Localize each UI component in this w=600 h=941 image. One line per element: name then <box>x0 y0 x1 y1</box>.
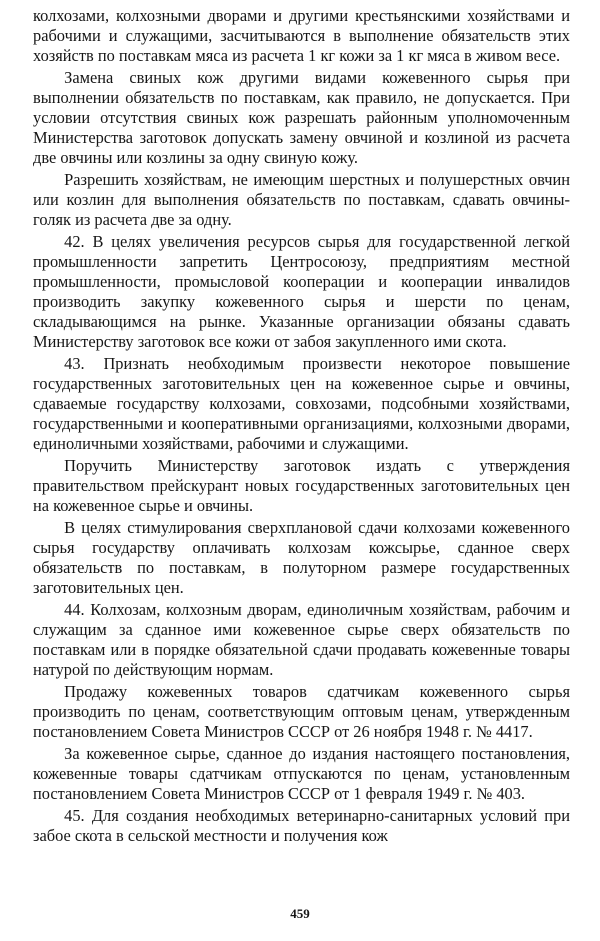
paragraph-sheepskin-permission: Разрешить хозяйствам, не имеющим шерстных и полушерстных овчин или козлин для выполнения обязательств по поставкам, сдавать овчины-голяк из расчета две за одну. <box>33 170 570 229</box>
paragraph-item-44: 44. Колхозам, колхозным дворам, единоличным хозяйствам, рабочим и служащим за сданное ими кожевенное сырье сверх обязательств по поставкам или в порядке обязательной сдачи продавать кожевенные товары натурой по действующим нормам. <box>33 600 570 679</box>
paragraph-price-list-instruction: Поручить Министерству заготовок издать с утверждения правительством прейскурант новых государственных заготовительных цен на кожевенное сырье и овчины. <box>33 456 570 515</box>
paragraph-continuation-meat-offset: колхозами, колхозными дворами и другими крестьянскими хозяйствами и рабочими и служащими, засчитываются в выполнение обязательств этих хозяйств по поставкам мяса из расчета 1 кг кожи за 1 кг мяса в живом весе. <box>33 6 570 65</box>
paragraph-pig-skin-replacement: Замена свиных кож другими видами кожевенного сырья при выполнении обязательств по поставкам, как правило, не допускается. При условии отсутствия свиных кож разрешать районным уполномоченным Министерства заготовок допускать замену овчиной и козлиной из расчета две овчины или козлины за одну свиную кожу. <box>33 68 570 167</box>
paragraph-item-43: 43. Признать необходимым произвести некоторое повышение государственных заготовительных цен на кожевенное сырье и овчины, сдаваемые государству колхозами, совхозами, подсобными хозяйствами, государственными и кооперативными организациями, колхозными дворами, единоличными хозяйствами, рабочими и служащими. <box>33 354 570 453</box>
paragraph-prior-deliveries: За кожевенное сырье, сданное до издания настоящего постановления, кожевенные товары сдатчикам отпускаются по ценам, установленным постановлением Совета Министров СССР от 1 февраля 1949 г. № 403. <box>33 744 570 803</box>
paragraph-overplan-incentive: В целях стимулирования сверхплановой сдачи колхозами кожевенного сырья государству оплачивать колхозам кожсырье, сданное сверх обязательств по поставкам, в полуторном размере государственных заготовительных цен. <box>33 518 570 597</box>
paragraph-leather-goods-prices: Продажу кожевенных товаров сдатчикам кожевенного сырья производить по ценам, соответствующим оптовым ценам, утвержденным постановлением Совета Министров СССР от 26 ноября 1948 г. № 4417. <box>33 682 570 741</box>
paragraph-item-45: 45. Для создания необходимых ветеринарно-санитарных условий при забое скота в сельской местности и получения кож <box>33 806 570 845</box>
paragraph-item-42: 42. В целях увеличения ресурсов сырья для государственной легкой промышленности запретить Центросоюзу, предприятиям местной промышленности, промысловой кооперации и кооперации инвалидов производить закупку кожевенного сырья и шерсти по ценам, складывающимся на рынке. Указанные организации обязаны сдавать Министерству заготовок все кожи от забоя закупленного ими скота. <box>33 232 570 351</box>
page-number: 459 <box>290 906 310 921</box>
